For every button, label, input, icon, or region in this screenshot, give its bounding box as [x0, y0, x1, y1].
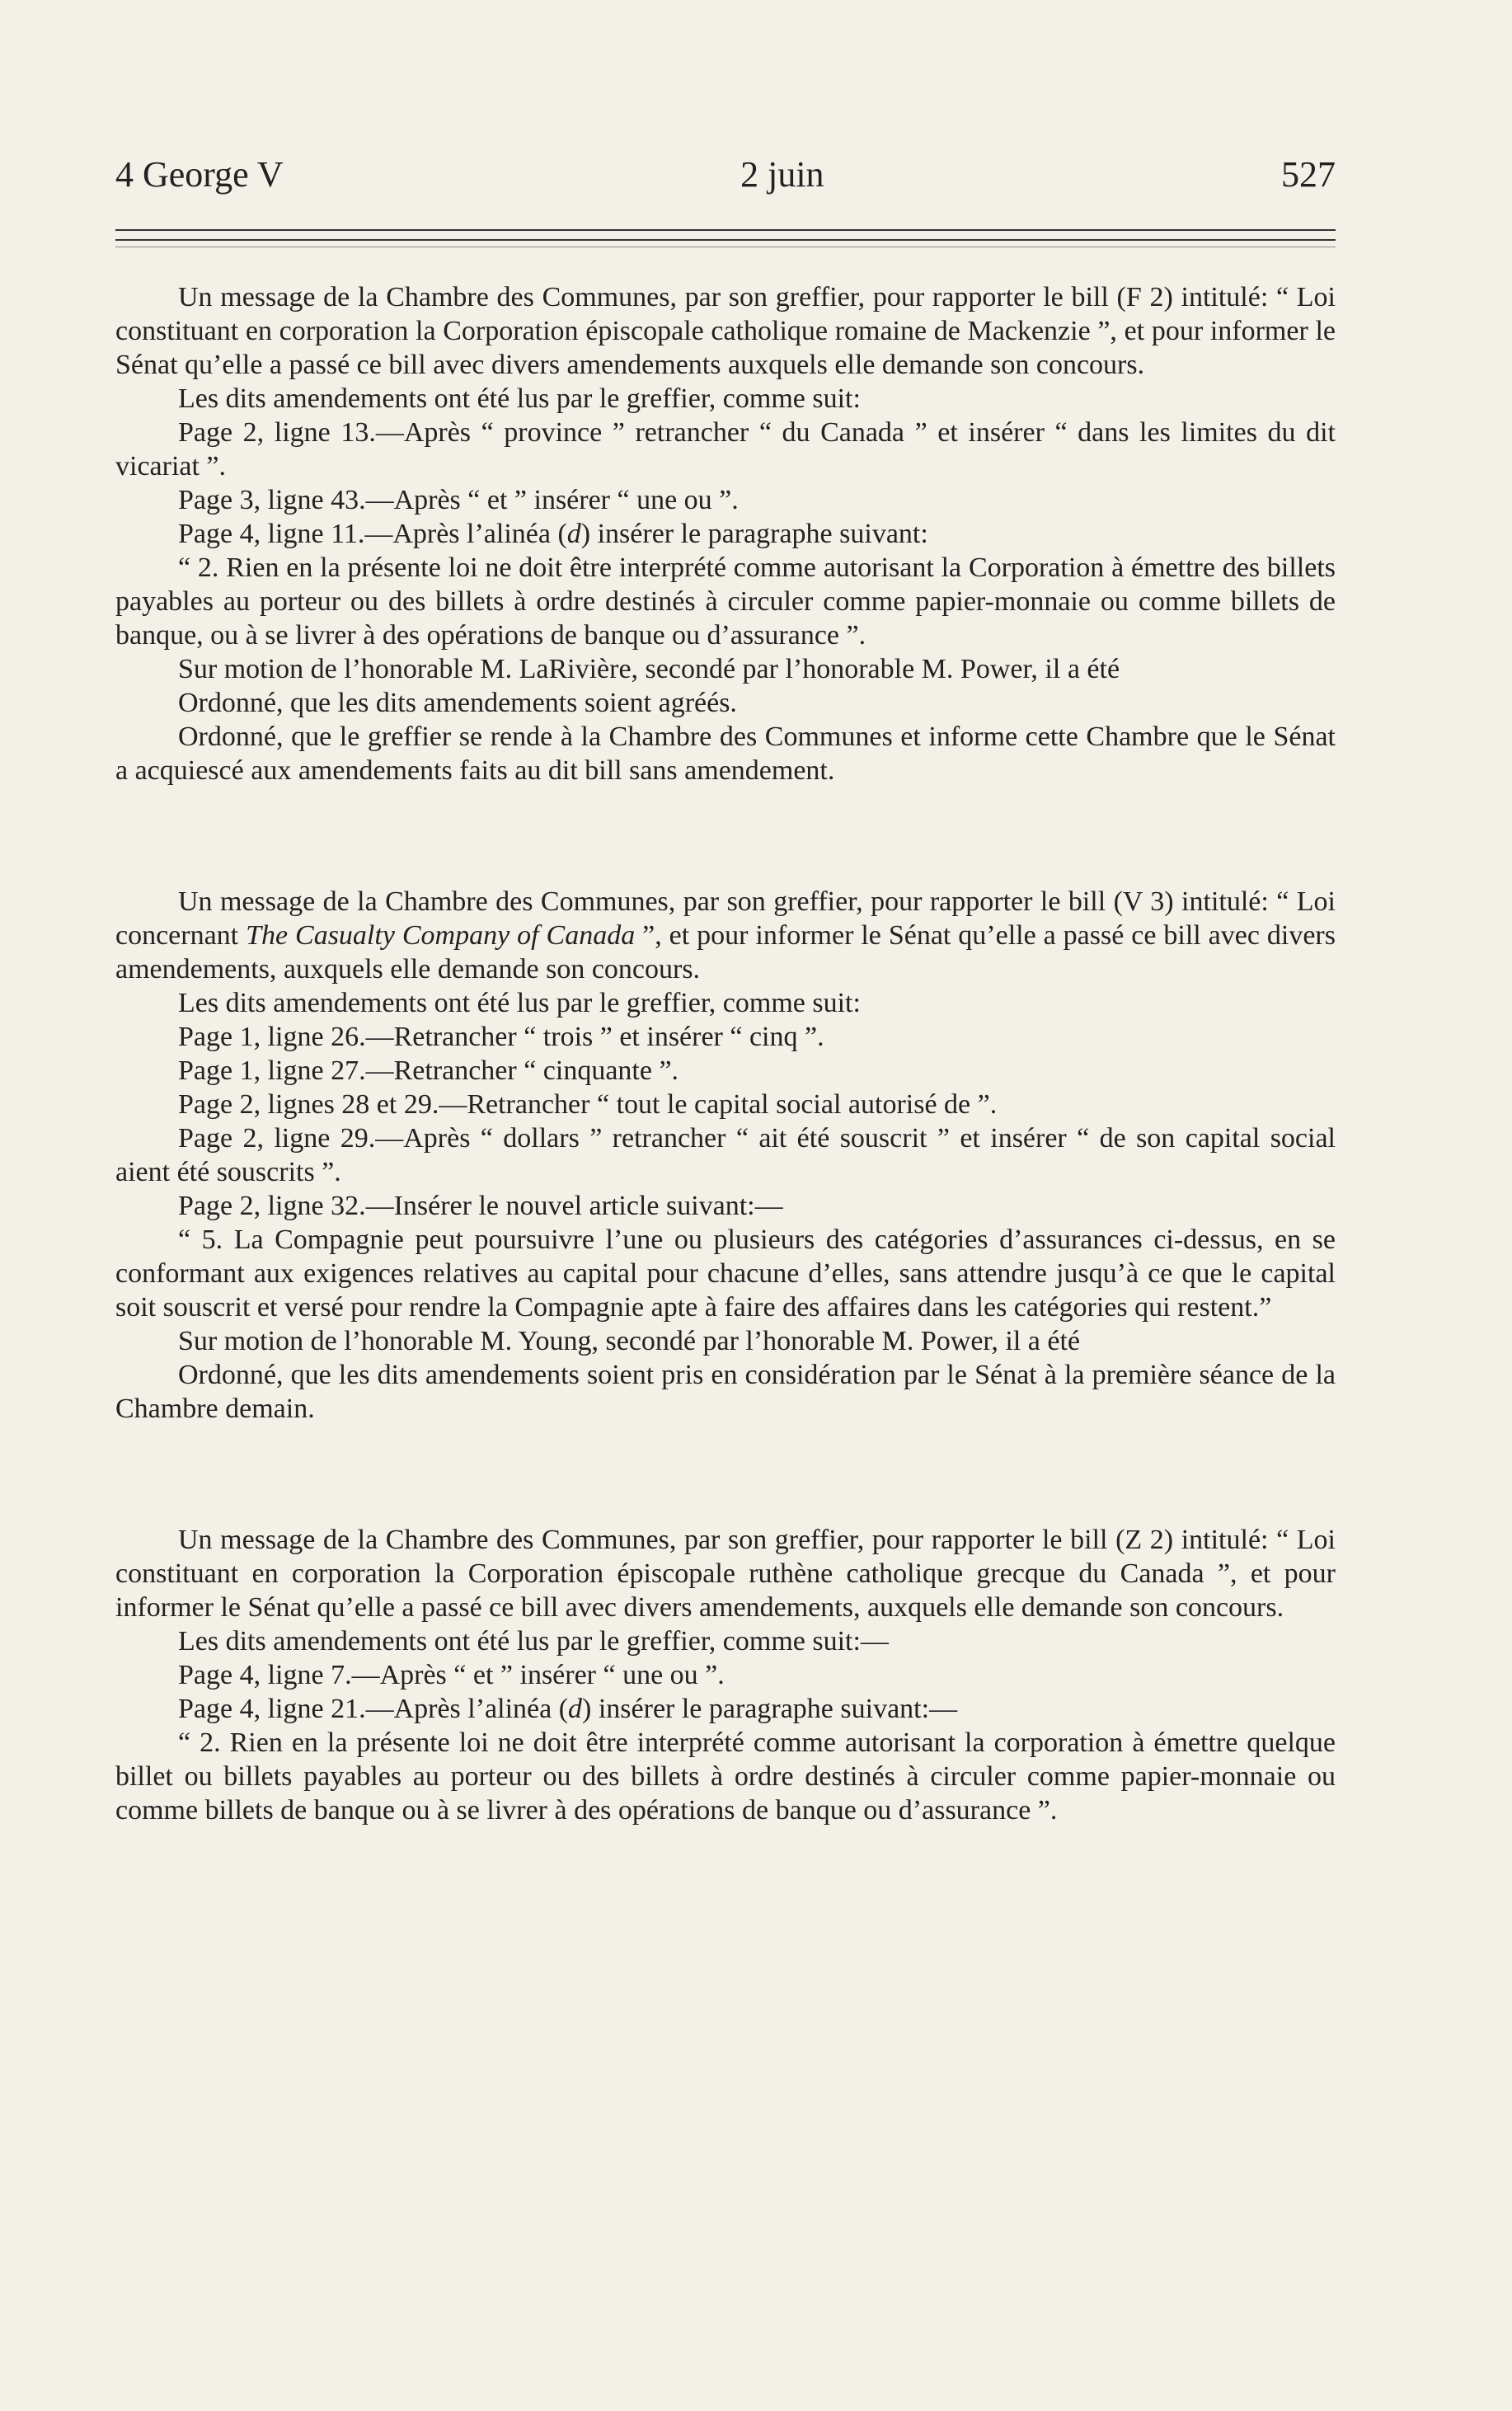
paragraph: Sur motion de l’honorable M. Young, secondé par l’honorable M. Power, il a été: [178, 1326, 1080, 1356]
running-head: [115, 153, 1336, 203]
text-run: Un message de la Chambre des Communes, par son greffier, pour rapporter le bill (V 3) intitulé: “ Loi concernant: [115, 886, 1336, 951]
entry-bill-f2: [115, 280, 1336, 787]
paragraph: Un message de la Chambre des Communes, par son greffier, pour rapporter le bill (F 2) intitulé: “ Loi constituant en corporation la Corporation épiscopale catholique romaine de Mackenzie ”, et pour informer le Sénat qu’elle a passé ce bill avec divers amendements auxquels elle demande son concours.: [115, 282, 1336, 380]
quoted-section: “ 2. Rien en la présente loi ne doit être interprété comme autorisant la corporation à émettre quelque billet ou billets payables au porteur ou des billets à ordre destinés à circuler comme papier-monnaie ou comme billets de banque ou à se livrer à des opérations de banque ou d’assurance ”.: [115, 1727, 1336, 1826]
paragraph: [115, 885, 1336, 986]
paragraph: Les dits amendements ont été lus par le greffier, comme suit:—: [178, 1626, 889, 1657]
header-rule-middle: [115, 239, 1336, 241]
text-run: Page 4, ligne 11.—Après l’alinéa (: [178, 519, 567, 549]
paragraph: Page 2, ligne 29.—Après “ dollars ” retrancher “ ait été souscrit ” et insérer “ de son capital social aient été souscrits ”.: [115, 1123, 1336, 1187]
paragraph: Ordonné, que les dits amendements soient agréés.: [178, 688, 737, 718]
quoted-section: “ 2. Rien en la présente loi ne doit être interprété comme autorisant la Corporation à émettre des billets payables au porteur ou des billets à ordre destinés à circuler comme papier-monnaie ou comme billets de banque, ou à se livrer à des opérations de banque ou d’assurance ”.: [115, 552, 1336, 651]
paragraph: Page 2, lignes 28 et 29.—Retrancher “ tout le capital social autorisé de ”.: [178, 1089, 998, 1120]
paragraph: Page 1, ligne 26.—Retrancher “ trois ” et insérer “ cinq ”.: [178, 1022, 824, 1052]
entry-bill-v3: [115, 885, 1336, 1426]
paragraph: Ordonné, que les dits amendements soient pris en considération par le Sénat à la première séance de la Chambre demain.: [115, 1360, 1336, 1424]
italic-run: The Casualty Company of Canada: [246, 920, 636, 951]
header-regnal-year: 4 George V: [115, 154, 284, 195]
paragraph: Ordonné, que le greffier se rende à la Chambre des Communes et informe cette Chambre que le Sénat a acquiescé aux amendements faits au dit bill sans amendement.: [115, 721, 1336, 786]
paragraph: Page 4, ligne 7.—Après “ et ” insérer “ une ou ”.: [178, 1660, 725, 1690]
text-run: ”, et pour informer le Sénat qu’elle a passé ce bill avec divers amendements, auxquels elle demande son concours.: [115, 920, 1336, 985]
paragraph: Page 2, ligne 32.—Insérer le nouvel article suivant:—: [178, 1191, 783, 1221]
paragraph: Un message de la Chambre des Communes, par son greffier, pour rapporter le bill (Z 2) intitulé: “ Loi constituant en corporation la Corporation épiscopale ruthène catholique grecque du Canada ”, et pour informer le Sénat qu’elle a passé ce bill avec divers amendements, auxquels elle demande son concours.: [115, 1525, 1336, 1623]
paragraph: Les dits amendements ont été lus par le greffier, comme suit:: [178, 988, 861, 1018]
italic-run: d: [566, 519, 581, 549]
quoted-section: “ 5. La Compagnie peut poursuivre l’une ou plusieurs des catégories d’assurances ci-dessus, en se conformant aux exigences relatives au capital pour chacune d’elles, sans attendre jusqu’à ce que le capital soit souscrit et versé pour rendre la Compagnie apte à faire des affaires dans les catégories qui restent.”: [115, 1224, 1336, 1323]
page-body: [115, 280, 1336, 1827]
paragraph: [115, 1692, 1336, 1726]
paragraph: Les dits amendements ont été lus par le greffier, comme suit:: [178, 383, 861, 414]
paragraph: [115, 517, 1336, 551]
header-date: 2 juin: [740, 154, 824, 195]
paragraph: Page 1, ligne 27.—Retrancher “ cinquante ”.: [178, 1055, 679, 1086]
text-run: Page 4, ligne 21.—Après l’alinéa (: [178, 1694, 569, 1724]
paragraph: Sur motion de l’honorable M. LaRivière, secondé par l’honorable M. Power, il a été: [178, 654, 1120, 684]
header-rule-top: [115, 229, 1336, 231]
entry-bill-z2: [115, 1523, 1336, 1827]
page-number: 527: [1281, 154, 1336, 195]
text-run: ) insérer le paragraphe suivant:—: [582, 1694, 958, 1724]
text-run: ) insérer le paragraphe suivant:: [580, 519, 928, 549]
paragraph: Page 3, ligne 43.—Après “ et ” insérer “ une ou ”.: [178, 485, 739, 515]
paragraph: Page 2, ligne 13.—Après “ province ” retrancher “ du Canada ” et insérer “ dans les limites du dit vicariat ”.: [115, 417, 1336, 482]
italic-run: d: [568, 1694, 583, 1724]
